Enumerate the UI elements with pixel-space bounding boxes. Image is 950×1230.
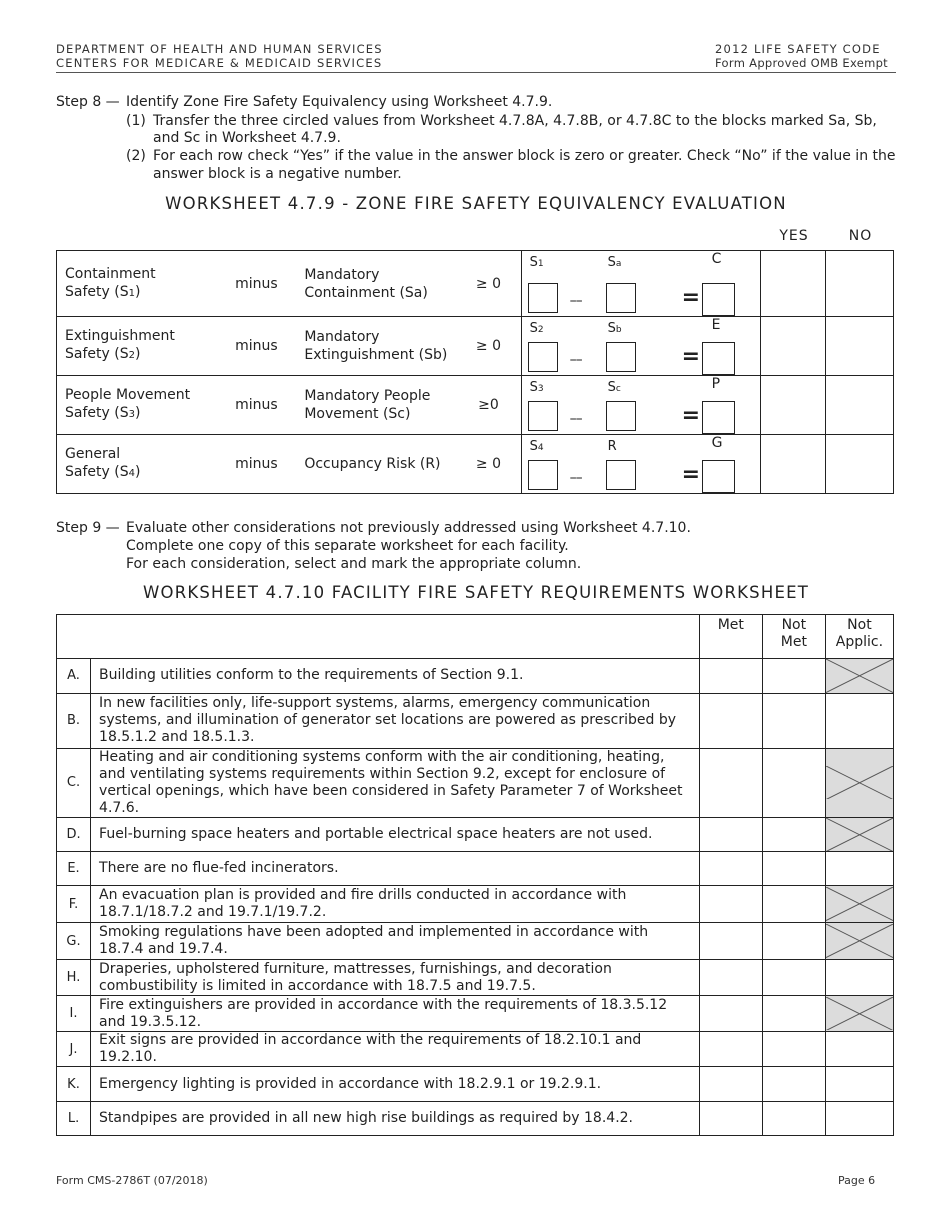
geq-zero-label: ≥0 [456, 376, 521, 435]
requirement-letter: G. [57, 923, 91, 960]
operand-2-label [608, 321, 622, 336]
requirement-row [57, 693, 894, 748]
not-met-cell[interactable] [762, 886, 825, 923]
no-checkbox-cell[interactable] [826, 251, 894, 317]
calculation-cell [521, 435, 761, 494]
requirement-row [57, 960, 894, 996]
safety-subscript: 3 [128, 409, 135, 420]
operand-1-label [530, 439, 544, 454]
requirement-text: An evacuation plan is provided and fire drills conducted in accordance with 18.7.1/18.7.2 and 19.7.1/19.7.2. [91, 886, 700, 923]
no-checkbox-cell[interactable] [826, 317, 894, 376]
safety-label-line-1: Extinguishment [65, 328, 175, 344]
na-label-1: Not [847, 617, 872, 633]
operand-1-box[interactable] [528, 283, 558, 313]
requirement-text: Emergency lighting is provided in accordance with 18.2.9.1 or 19.2.9.1. [91, 1067, 700, 1102]
yes-checkbox-cell[interactable] [761, 251, 826, 317]
minus-label: minus [216, 251, 296, 317]
met-cell[interactable] [699, 748, 762, 817]
not-met-cell[interactable] [762, 923, 825, 960]
met-cell[interactable] [699, 659, 762, 694]
met-cell[interactable] [699, 886, 762, 923]
operand-2-subscript: a [615, 259, 622, 269]
step-9-text: Evaluate other considerations not previously addressed using Worksheet 4.7.10. [126, 520, 691, 536]
safety-label-line-2 [65, 463, 216, 483]
safety-subscript: 4 [128, 468, 135, 479]
not-applicable-cell[interactable] [825, 960, 893, 996]
met-cell[interactable] [699, 852, 762, 886]
requirement-text: Heating and air conditioning systems conform with the air conditioning, heating, and ventilating systems requirements within Section 9.2, except for enclosure of vertical openings, which have been considered in Safety Parameter 7 of Worksheet 4.7.6. [91, 748, 700, 817]
not-applicable-cell[interactable] [825, 1067, 893, 1102]
requirement-letter: L. [57, 1102, 91, 1136]
equals-sign: = [681, 403, 701, 428]
requirement-text: Standpipes are provided in all new high rise buildings as required by 18.4.2. [91, 1102, 700, 1136]
operand-2-label [608, 255, 622, 270]
operand-2-letter: S [607, 380, 616, 395]
not-met-cell[interactable] [762, 960, 825, 996]
safety-label-text: Safety (S [65, 346, 129, 362]
safety-close-paren: ) [134, 464, 141, 480]
requirement-letter: B. [57, 693, 91, 748]
agency-header [56, 42, 383, 70]
step-8-item-1-line-2: and Sc in Worksheet 4.7.9. [153, 130, 341, 146]
result-box[interactable] [702, 401, 735, 434]
operand-2-letter: R [607, 439, 617, 454]
not-met-cell[interactable] [762, 996, 825, 1032]
result-label: G [711, 435, 723, 451]
not-met-cell[interactable] [762, 1102, 825, 1136]
not-met-cell[interactable] [762, 748, 825, 817]
requirement-text: Smoking regulations have been adopted and implemented in accordance with 18.7.4 and 19.7.4. [91, 923, 700, 960]
not-applicable-cell-crossed [825, 659, 893, 694]
requirement-letter: F. [57, 886, 91, 923]
na-label-2: Applic. [835, 634, 884, 650]
yes-checkbox-cell[interactable] [761, 435, 826, 494]
safety-label-text: Safety (S [65, 283, 129, 300]
form-number: Form CMS-2786T (07/2018) [56, 1174, 208, 1187]
requirement-letter: E. [57, 852, 91, 886]
not-met-cell[interactable] [762, 852, 825, 886]
calculation-cell [521, 251, 761, 317]
safety-label-text: Safety (S [65, 405, 129, 421]
operand-2-letter: S [607, 255, 616, 270]
cross-out-icon [826, 818, 893, 852]
requirement-row [57, 996, 894, 1032]
met-cell[interactable] [699, 817, 762, 852]
yes-column-header: YES [779, 228, 809, 244]
safety-label-cell [57, 376, 217, 435]
calculation-cell [521, 317, 761, 376]
requirement-letter: J. [57, 1032, 91, 1067]
yes-checkbox-cell[interactable] [761, 317, 826, 376]
requirement-row [57, 886, 894, 923]
step-8-item-2-line-2: answer block is a negative number. [153, 166, 402, 182]
not-met-column-header [762, 615, 825, 659]
equals-sign: = [681, 285, 701, 310]
operand-1-subscript: 4 [537, 443, 544, 453]
not-applicable-cell-crossed [825, 817, 893, 852]
safety-label-line-2 [65, 345, 216, 365]
requirement-row [57, 659, 894, 694]
minus-dash: –– [569, 293, 582, 309]
worksheet-479-title: WORKSHEET 4.7.9 - ZONE FIRE SAFETY EQUIVALENCY EVALUATION [165, 194, 787, 213]
operand-2-subscript: c [615, 384, 621, 394]
safety-label-line-2 [65, 404, 216, 424]
met-label: Met [717, 617, 744, 633]
minus-label: minus [216, 317, 296, 376]
minus-label: minus [216, 376, 296, 435]
equivalency-row [57, 317, 894, 376]
safety-label-line-2 [65, 283, 216, 303]
safety-close-paren: ) [134, 405, 141, 421]
operand-1-subscript: 3 [537, 384, 544, 394]
requirement-text: Fuel-burning space heaters and portable electrical space heaters are not used. [91, 817, 700, 852]
not-applicable-cell-crossed [825, 996, 893, 1032]
safety-close-paren: ) [134, 283, 141, 300]
not-met-cell[interactable] [762, 659, 825, 694]
operand-1-letter: S [529, 380, 538, 395]
not-applicable-cell-crossed [825, 923, 893, 960]
no-checkbox-cell[interactable] [826, 376, 894, 435]
result-box[interactable] [702, 342, 735, 375]
not-applicable-cell[interactable] [825, 852, 893, 886]
step-9-line-2: Complete one copy of this separate worksheet for each facility. [126, 538, 569, 554]
worksheet-4710-table [56, 614, 894, 1136]
not-applicable-cell[interactable] [825, 693, 893, 748]
operand-1-box[interactable] [528, 401, 558, 431]
operand-1-subscript: 2 [537, 325, 544, 335]
mandatory-label-line-1: Occupancy Risk (R) [304, 456, 441, 472]
not-met-cell[interactable] [762, 693, 825, 748]
geq-zero-label: ≥ 0 [456, 251, 521, 317]
not-met-label-2: Met [780, 634, 807, 650]
mandatory-label-line-1: Mandatory [304, 329, 380, 345]
requirement-letter: I. [57, 996, 91, 1032]
cross-out-icon [826, 887, 893, 921]
agency-line-2: CENTERS FOR MEDICARE & MEDICAID SERVICES [56, 56, 383, 70]
requirement-letter: C. [57, 748, 91, 817]
operand-2-box[interactable] [606, 401, 636, 431]
equivalency-row [57, 251, 894, 317]
code-title: 2012 LIFE SAFETY CODE [715, 42, 881, 56]
step-8-item-2-line-1: For each row check “Yes” if the value in the answer block is zero or greater. Check “No” if the value in the [153, 148, 896, 164]
geq-zero-label: ≥ 0 [456, 435, 521, 494]
requirement-text: Exit signs are provided in accordance with the requirements of 18.2.10.1 and 19.2.10. [91, 1032, 700, 1067]
operand-1-label [530, 380, 544, 395]
equivalency-row [57, 376, 894, 435]
safety-subscript: 2 [128, 350, 135, 361]
mandatory-label-cell [296, 317, 456, 376]
not-applicable-column-header [825, 615, 893, 659]
cross-out-icon [826, 766, 893, 800]
requirement-row [57, 748, 894, 817]
header-blank-cell [57, 615, 700, 659]
minus-label: minus [216, 435, 296, 494]
operand-2-label [608, 380, 621, 395]
not-met-cell[interactable] [762, 1032, 825, 1067]
equals-sign: = [681, 344, 701, 369]
requirement-row [57, 817, 894, 852]
requirement-text: There are no flue-fed incinerators. [91, 852, 700, 886]
equals-sign: = [681, 462, 701, 487]
met-cell[interactable] [699, 923, 762, 960]
result-box[interactable] [702, 460, 735, 493]
cross-out-icon [826, 924, 893, 958]
requirement-text: Draperies, upholstered furniture, mattresses, furnishings, and decoration combustibility is limited in accordance with 18.7.5 and 19.7.5. [91, 960, 700, 996]
requirement-letter: A. [57, 659, 91, 694]
result-label: C [711, 251, 722, 267]
step-8-lead: Step 8 — [56, 94, 120, 110]
mandatory-label-line-2: Extinguishment (Sb) [304, 347, 448, 363]
not-met-cell[interactable] [762, 817, 825, 852]
not-applicable-cell-crossed [825, 886, 893, 923]
operand-2-label [608, 439, 617, 454]
safety-label-cell [57, 317, 217, 376]
operand-1-subscript: 1 [537, 259, 544, 269]
minus-dash: –– [569, 352, 582, 368]
met-cell[interactable] [699, 996, 762, 1032]
mandatory-label-cell [296, 376, 456, 435]
not-met-label-1: Not [781, 617, 807, 633]
minus-dash: –– [569, 411, 582, 427]
worksheet-4710-title: WORKSHEET 4.7.10 FACILITY FIRE SAFETY REQUIREMENTS WORKSHEET [143, 583, 809, 602]
met-cell[interactable] [699, 1067, 762, 1102]
operand-1-box[interactable] [528, 342, 558, 372]
met-cell[interactable] [699, 693, 762, 748]
mandatory-label-line-2: Movement (Sc) [304, 406, 411, 422]
mandatory-label-cell [296, 435, 456, 494]
step-8-item-1-line-1: Transfer the three circled values from Worksheet 4.7.8A, 4.7.8B, or 4.7.8C to the blocks marked Sa, Sb, [153, 113, 877, 129]
mandatory-label-line-1: Mandatory People [304, 388, 431, 404]
operand-1-box[interactable] [528, 460, 558, 490]
operand-2-box[interactable] [606, 460, 636, 490]
geq-zero-label: ≥ 0 [456, 317, 521, 376]
requirement-letter: H. [57, 960, 91, 996]
result-label: P [711, 376, 721, 392]
no-column-header: NO [848, 228, 873, 244]
safety-close-paren: ) [134, 346, 141, 362]
operand-2-subscript: b [615, 325, 622, 335]
step-8-item-2-num: (2) [126, 148, 146, 164]
requirement-row [57, 923, 894, 960]
requirement-text: Building utilities conform to the requirements of Section 9.1. [91, 659, 700, 694]
requirement-letter: K. [57, 1067, 91, 1102]
not-applicable-cell[interactable] [825, 1032, 893, 1067]
operand-1-label [530, 321, 544, 336]
mandatory-label-line-2: Containment (Sa) [304, 284, 428, 301]
page-number: Page 6 [838, 1174, 876, 1187]
met-column-header [699, 615, 762, 659]
requirement-row [57, 1067, 894, 1102]
operand-2-letter: S [607, 321, 616, 336]
result-box[interactable] [702, 283, 735, 316]
operand-2-box[interactable] [606, 283, 636, 313]
not-applicable-cell-crossed [825, 748, 893, 817]
step-9-line-3: For each consideration, select and mark the appropriate column. [126, 556, 582, 572]
operand-1-letter: S [529, 439, 538, 454]
safety-label-cell [57, 435, 217, 494]
step-8-item-1-num: (1) [126, 113, 146, 129]
operand-1-label [530, 255, 544, 270]
safety-label-cell [57, 251, 217, 317]
met-cell[interactable] [699, 1102, 762, 1136]
operand-2-box[interactable] [606, 342, 636, 372]
requirement-text: Fire extinguishers are provided in accordance with the requirements of 18.3.5.12 and 19.3.5.12. [91, 996, 700, 1032]
safety-subscript: 1 [128, 287, 135, 299]
safety-label-text: Safety (S [65, 464, 129, 480]
step-9-lead: Step 9 — [56, 520, 120, 536]
no-checkbox-cell[interactable] [826, 435, 894, 494]
safety-label-line-1: People Movement [65, 387, 191, 403]
mandatory-label-cell [296, 251, 456, 317]
met-cell[interactable] [699, 1032, 762, 1067]
agency-line-1: DEPARTMENT OF HEALTH AND HUMAN SERVICES [56, 42, 383, 56]
step-8-text: Identify Zone Fire Safety Equivalency using Worksheet 4.7.9. [126, 94, 553, 110]
requirement-row [57, 1102, 894, 1136]
calculation-cell [521, 376, 761, 435]
not-applicable-cell[interactable] [825, 1102, 893, 1136]
requirement-row [57, 852, 894, 886]
requirement-letter: D. [57, 817, 91, 852]
worksheet-479-table [56, 250, 894, 494]
operand-1-letter: S [529, 255, 538, 270]
omb-label: Form Approved OMB Exempt [715, 56, 888, 70]
mandatory-label-line-1: Mandatory [304, 266, 380, 283]
equivalency-row [57, 435, 894, 494]
header-divider [56, 72, 896, 73]
result-label: E [711, 317, 721, 333]
requirement-row [57, 1032, 894, 1067]
minus-dash: –– [569, 470, 582, 486]
form-code-header [715, 42, 888, 70]
cross-out-icon [826, 997, 893, 1031]
met-cell[interactable] [699, 960, 762, 996]
requirement-text: In new facilities only, life-support systems, alarms, emergency communication systems, and illumination of generator set locations are powered as prescribed by 18.5.1.2 and 18.5.1.3. [91, 693, 700, 748]
operand-1-letter: S [529, 321, 538, 336]
safety-label-line-1: General [65, 446, 121, 462]
safety-label-line-1: Containment [65, 265, 156, 282]
yes-checkbox-cell[interactable] [761, 376, 826, 435]
cross-out-icon [826, 659, 893, 693]
not-met-cell[interactable] [762, 1067, 825, 1102]
